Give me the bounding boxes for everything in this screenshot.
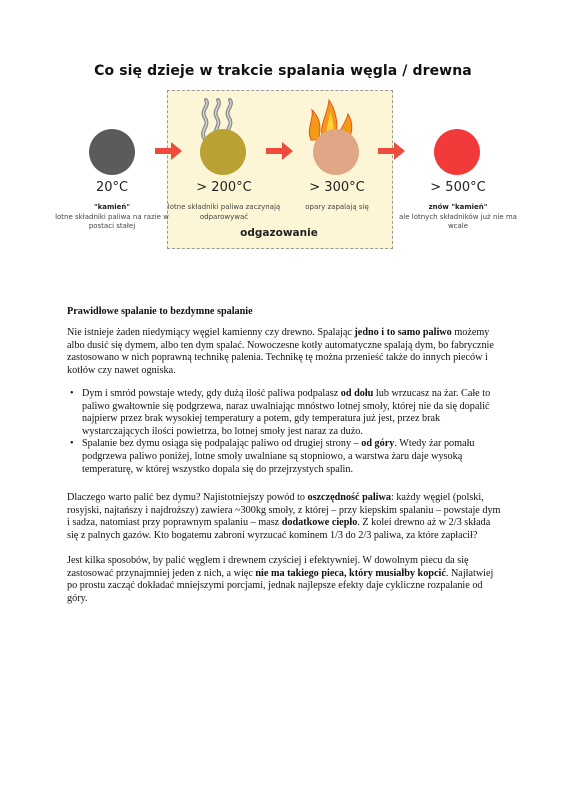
coal-lump-glowing — [434, 129, 480, 175]
stage-temperature: > 300°C — [309, 180, 365, 195]
arrow-right-icon — [155, 141, 183, 161]
stage-caption-title: znów "kamień" — [428, 203, 488, 211]
text-run: Nie istnieje żaden niedymiący węgiel kamienny czy drewno. Spalając — [67, 327, 355, 338]
text-run: Spalanie bez dymu osiąga się podpalając paliwo od drugiej strony – — [82, 438, 362, 450]
stage-caption-text: lotne składniki paliwa na razie w postaci stałej — [55, 212, 169, 230]
bullet-list — [67, 388, 503, 476]
emphasis: oszczędność paliwa — [307, 492, 391, 503]
stage-caption — [277, 203, 397, 213]
text-run: możemy albo dusić się dymem, albo ten dym spalać. Nowoczesne kotły automatyczne spalają dym, bo fabrycznie zastosowano w nich poprawną technikę palenia. Technikę tę można przenieść także do innych pieców i kotłów czy nawet ogniska. — [67, 327, 494, 376]
stage-temperature: > 200°C — [196, 180, 252, 195]
emphasis: od góry — [361, 438, 395, 450]
stage-temperature: 20°C — [95, 180, 129, 195]
infographic-title: Co się dzieje w trakcie spalania węgla / drewna — [94, 63, 472, 79]
coal-lump-cold — [89, 129, 135, 175]
article-heading: Prawidłowe spalanie to bezdymne spalanie — [67, 306, 253, 317]
paragraph — [67, 492, 503, 542]
text-run: . Najłatwiej po prostu zacząć dokładać mniejszymi porcjami, jednak najlepsze efekty daje cykliczne rozpalanie od góry. — [67, 567, 494, 604]
paragraph — [67, 327, 503, 377]
stage-caption-text: lotne składniki paliwa zaczynają odparowywać — [167, 203, 281, 221]
list-item — [67, 438, 503, 476]
text-run: . Z kolei drewno aż w 2/3 składa się z palnych gazów. Kto bogatemu zabroni wyrzucać kominem 1/3 do 2/3 paliwa, za które zapłacił? — [67, 517, 491, 541]
stage-caption — [398, 203, 518, 232]
emphasis: od dołu — [340, 388, 374, 399]
combustion-infographic — [0, 0, 566, 260]
stage-caption — [52, 203, 172, 232]
emphasis: dodatkowe ciepło — [281, 517, 358, 529]
stage-caption — [164, 203, 284, 222]
list-item — [67, 388, 503, 438]
arrow-right-icon — [266, 141, 294, 161]
emphasis: nie ma takiego pieca, który musiałby kopcić — [255, 567, 446, 579]
stage-caption-title: "kamień" — [93, 203, 131, 211]
coal-lump-burning — [313, 129, 359, 175]
text-run: Jest kilka sposobów, by palić węglem i drewnem czyściej i efektywniej. W dowolnym piecu da się zastosować przynajmniej jeden z nich, a więc — [67, 555, 469, 579]
arrow-right-icon — [378, 141, 406, 161]
paragraph — [67, 555, 503, 605]
text-run: : każdy węgiel (polski, rosyjski, najtańszy i najdroższy) zawiera ~300kg smoły, z której – przy kiepskim spalaniu – powstaje dym i sadza, natomiast przy poprawnym spalaniu – masz — [67, 492, 501, 529]
text-run: lub wrzucasz na żar. Całe to paliwo gwałtownie się podgrzewa, naraz uwalniając mnóstwo lotnej smoły, której nie da się dopalić najpierw przez brak wysokiej temperatury a potem, gdy temperatura już jest, przez brak wystarczających ilości powietrza, bo lotnej smoły jest naraz za dużo. — [82, 388, 491, 437]
coal-lump-degassing — [200, 129, 246, 175]
degassing-label: odgazowanie — [240, 227, 318, 239]
stage-temperature: > 500°C — [430, 180, 486, 195]
text-run: Dym i smród powstaje wtedy, gdy dużą ilość paliwa podpalasz — [82, 388, 341, 399]
emphasis: jedno i to samo paliwo — [354, 327, 452, 338]
stage-caption-text: opary zapalają się — [305, 203, 369, 211]
text-run: . Wtedy żar pomału podgrzewa paliwo poniżej, lotne smoły uwalniane są stopniowo, a warstwa żaru daje wysoką temperaturę, w której wszystko dopala się do przejrzystych spalin. — [82, 438, 475, 475]
stage-caption-text: ale lotnych składników już nie ma wcale — [399, 212, 517, 230]
text-run: Dlaczego warto palić bez dymu? Najistotniejszy powód to — [67, 492, 308, 503]
